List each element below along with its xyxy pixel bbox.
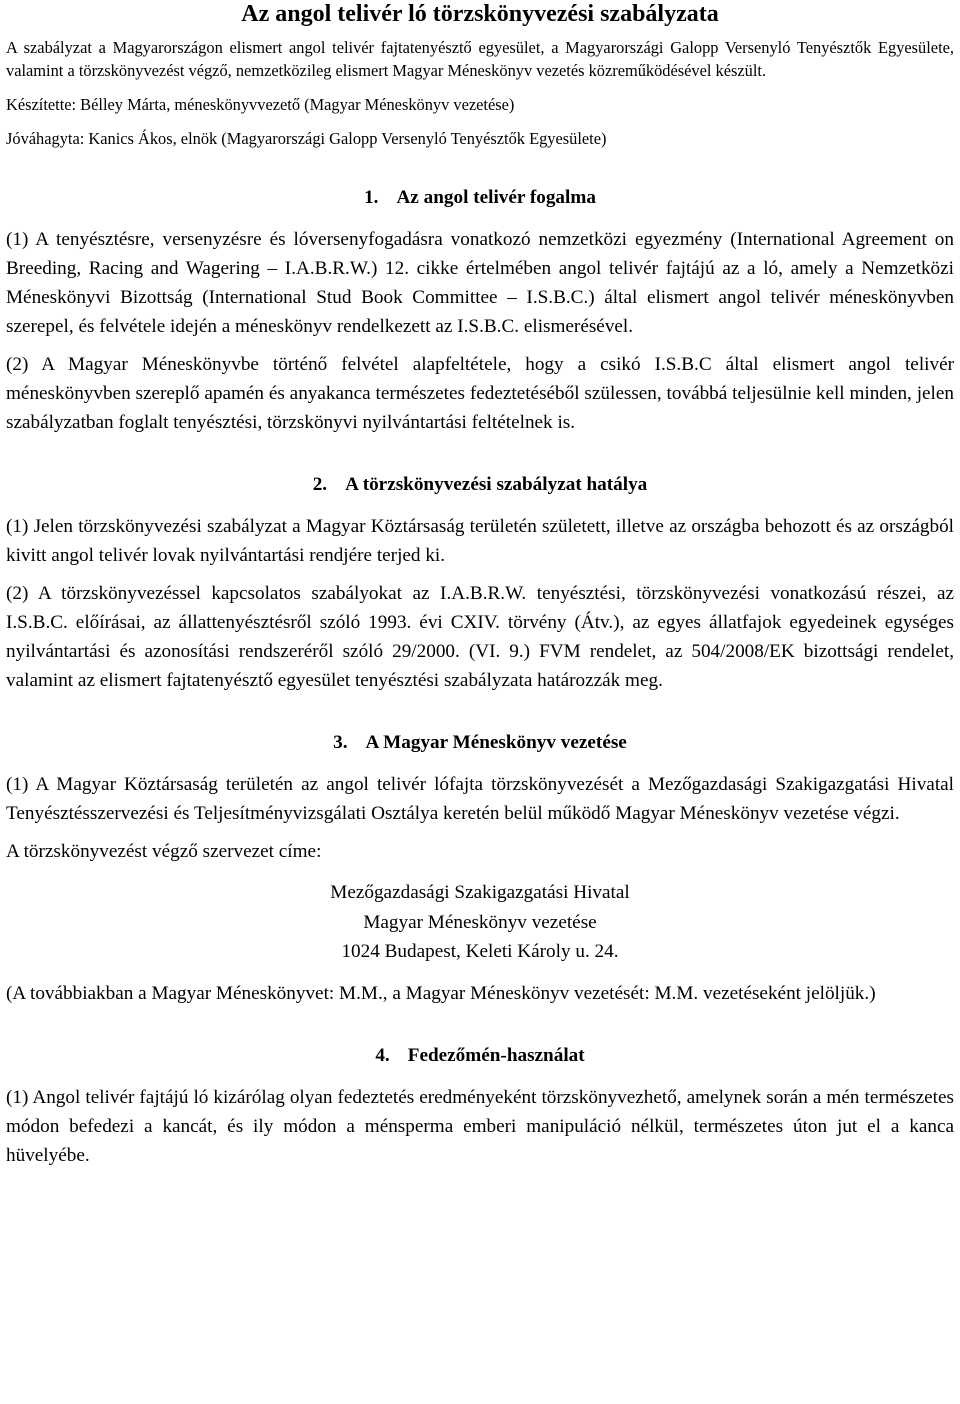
section-number: 3. (333, 732, 348, 753)
section-number: 2. (312, 474, 328, 495)
section-4-paragraph-1: (1) Angol telivér fajtájú ló kizárólag olyan fedeztetés eredményeként törzskönyvezhető, amelynek során a mén természetes módon befedezi a kancát, és ily módon a ménsperma emberi manipuláció nélkül, természetes úton jut el a kanca hüvelyébe. (6, 1086, 954, 1166)
arrow-icon (390, 1045, 408, 1067)
section-3-paragraph-3: (A továbbiakban a Magyar Méneskönyvet: M.M., a Magyar Méneskönyv vezetését: M.M. vezetéseként jelöljük.) (6, 982, 876, 1004)
section-1-heading (6, 187, 954, 209)
section-number: 4. (375, 1044, 390, 1066)
section-4-heading (6, 1045, 954, 1067)
arrow-icon (348, 732, 366, 754)
address-line: Mezőgazdasági Szakigazgatási Hivatal (330, 882, 630, 903)
section-3-paragraph-1: (1) A Magyar Köztársaság területén az angol telivér lófajta törzskönyvezését a Mezőgazdasági Szakigazgatási Hivatal Tenyésztésszervezési és Teljesítményvizsgálati Osztálya keretén belül működő Magyar Méneskönyv vezetése végzi. (6, 774, 954, 824)
section-title: Fedezőmén-használat (407, 1044, 585, 1066)
prepared-by: Készítette: Bélley Márta, méneskönyvvezető (Magyar Méneskönyv vezetése) (6, 95, 515, 114)
section-1-paragraph-2: (2) A Magyar Méneskönyvbe történő felvétel alapfeltétele, hogy a csikó I.S.B.C által elismert angol telivér méneskönyvben szereplő apamén és anyakanca természetes fedeztetéséből szülessen, továbbá teljesülnie kell minden, jelen szabályzatban foglalt tenyésztési, törzskönyvi nyilvántartási feltételnek is. (6, 354, 954, 433)
section-title: A Magyar Méneskönyv vezetése (365, 732, 627, 753)
address-line: Magyar Méneskönyv vezetése (363, 911, 597, 933)
section-number: 1. (364, 187, 379, 208)
section-2-heading (6, 474, 954, 496)
section-title: A törzskönyvezési szabályzat hatálya (345, 474, 648, 495)
section-2-paragraph-2: (2) A törzskönyvezéssel kapcsolatos szabályokat az I.A.B.R.W. tenyésztési, törzskönyvezési vonatkozású részei, az I.S.B.C. előírásai, az állattenyésztésről szóló 1993. évi CXIV. törvény (Átv.), az egyes állatfajok egyedeinek egységes nyilvántartási és azonosítási rendszeréről szóló 29/2000. (VI. 9.) FVM rendelet, az 504/2008/EK bizottsági rendelet, valamint az elismert fajtatenyésztő egyesület tenyésztési szabályzata határozzák meg. (6, 583, 954, 691)
section-1-paragraph-1: (1) A tenyésztésre, versenyzésre és lóversenyfogadásra vonatkozó nemzetközi egyezmény (International Agreement on Breeding, Racing and Wagering – I.A.B.R.W.) 12. cikke értelmében angol telivér fajtájú az a ló, amely a Nemzetközi Méneskönyvi Bizottság (International Stud Book Committee – I.S.B.C.) által elismert angol telivér méneskönyvben szerepel, és felvétele idején a méneskönyv rendelkezett az I.S.B.C. elismerésével. (6, 229, 954, 337)
arrow-icon (327, 474, 345, 496)
section-title: Az angol telivér fogalma (396, 187, 596, 208)
address-block (6, 878, 954, 967)
section-3-heading (6, 732, 954, 754)
arrow-icon (378, 187, 396, 209)
document-intro: A szabályzat a Magyarországon elismert angol telivér fajtatenyésztő egyesület, a Magyarországi Galopp Versenyló Tenyésztők Egyesülete, valamint a törzskönyvezést végző, nemzetközileg elismert Magyar Méneskönyv vezetés közreműködésével készült. (6, 38, 954, 80)
address-line: 1024 Budapest, Keleti Károly u. 24. (341, 941, 619, 962)
section-2-paragraph-1: (1) Jelen törzskönyvezési szabályzat a Magyar Köztársaság területén született, illetve az országba behozott és az országból kivitt angol telivér lovak nyilvántartási rendjére terjed ki. (6, 516, 954, 566)
approved-by: Jóváhagyta: Kanics Ákos, elnök (Magyarországi Galopp Versenyló Tenyésztők Egyesülete) (6, 128, 607, 148)
section-3-paragraph-2: A törzskönyvezést végző szervezet címe: (6, 841, 322, 862)
document-title: Az angol telivér ló törzskönyvezési szabályzata (241, 1, 719, 27)
